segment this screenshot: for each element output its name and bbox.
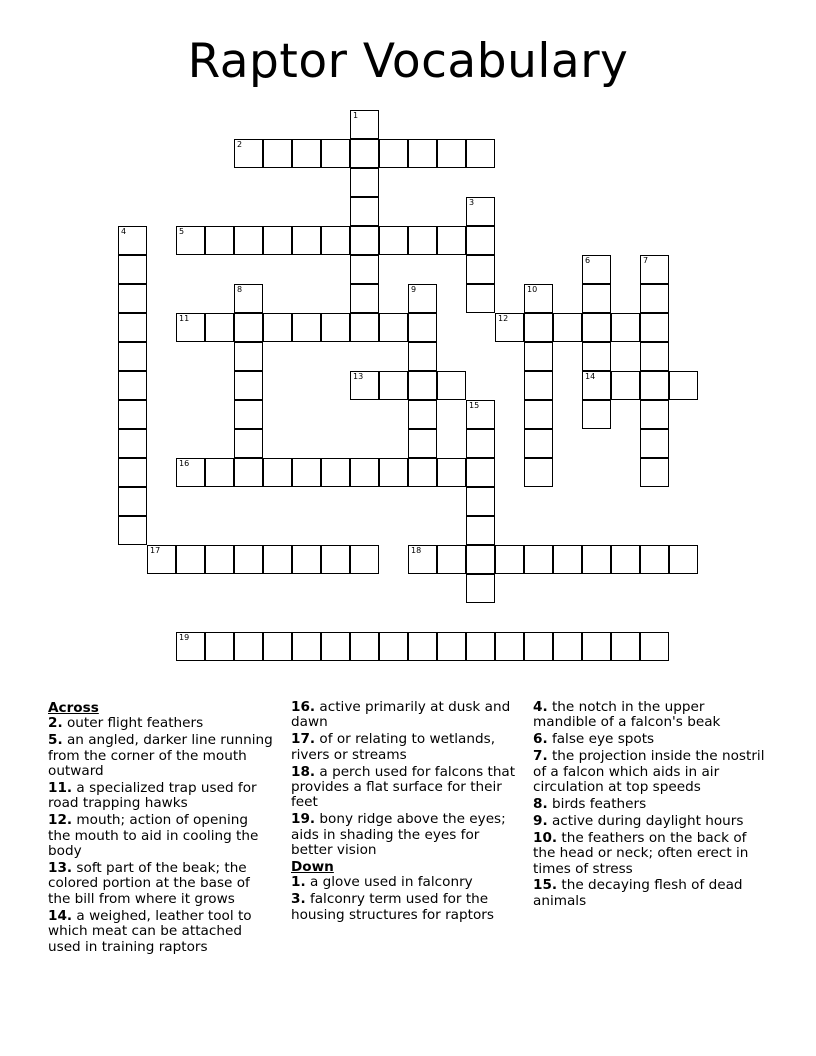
clue-number: 16 [179,459,190,468]
grid-cell[interactable] [350,284,379,313]
clue-number-label: 16. [291,699,316,715]
grid-cell[interactable] [582,400,611,429]
grid-cell[interactable] [234,371,263,400]
grid-cell[interactable] [553,313,582,342]
grid-cell[interactable] [495,545,524,574]
clue-text: falconry term used for the housing structures for raptors [291,891,494,923]
clue-item [533,814,768,829]
clue-number: 5 [179,227,185,236]
clue-number: 17 [150,546,161,555]
clue-text: false eye spots [547,731,655,748]
grid-cell[interactable] [118,284,147,313]
grid-cell[interactable] [640,632,669,661]
clue-number: 15 [469,401,480,410]
clue-number: 12 [498,314,509,323]
grid-cell[interactable] [176,313,205,342]
clue-number-label: 14. [48,907,73,924]
grid-cell[interactable] [408,632,437,661]
grid-cell[interactable] [263,458,292,487]
clue-number-label: 3. [291,891,306,908]
grid-cell[interactable] [234,342,263,371]
grid-cell[interactable] [495,313,524,342]
grid-cell[interactable] [553,545,582,574]
clue-number-label: 1. [291,874,306,891]
clue-text: the feathers on the back of the head or neck; often erect in times of stress [533,829,749,877]
clue-number: 1 [353,111,359,120]
clue-number: 14 [585,372,596,381]
grid-cell[interactable] [640,371,669,400]
clue-number-label: 17. [291,731,316,748]
grid-cell[interactable] [582,371,611,400]
grid-cell[interactable] [466,139,495,168]
grid-cell[interactable] [292,139,321,168]
clue-number: 9 [411,285,417,294]
grid-cell[interactable] [263,545,292,574]
grid-cell[interactable] [640,458,669,487]
grid-cell[interactable] [466,516,495,545]
grid-cell[interactable] [437,226,466,255]
grid-cell[interactable] [408,284,437,313]
grid-cell[interactable] [524,429,553,458]
clues-column-3 [533,700,768,911]
clue-text: a glove used in falconry [305,874,473,891]
grid-cell[interactable] [408,545,437,574]
grid-cell[interactable] [524,371,553,400]
grid-cell[interactable] [379,139,408,168]
clue-text: mouth; action of opening the mouth to aid in cooling the body [48,812,259,860]
grid-cell[interactable] [437,371,466,400]
clue-item [48,813,273,859]
grid-cell[interactable] [350,168,379,197]
grid-cell[interactable] [350,632,379,661]
clue-text: outer flight feathers [62,715,204,732]
clue-item [533,797,768,812]
clue-number: 6 [585,256,591,265]
clue-number-label: 18. [291,763,316,780]
grid-cell[interactable] [321,226,350,255]
clue-number: 2 [237,140,243,149]
clue-item [48,716,273,731]
clue-text: the notch in the upper mandible of a falcon's beak [533,699,721,731]
grid-cell[interactable] [234,139,263,168]
grid-cell[interactable] [582,255,611,284]
clue-number: 13 [353,372,364,381]
grid-cell[interactable] [640,313,669,342]
grid-cell[interactable] [640,429,669,458]
grid-cell[interactable] [205,313,234,342]
clue-text: active during daylight hours [547,812,744,829]
clue-item [533,878,768,909]
grid-cell[interactable] [350,545,379,574]
grid-cell[interactable] [118,400,147,429]
clue-text: a weighed, leather tool to which meat can be attached used in training raptors [48,907,252,955]
grid-cell[interactable] [524,400,553,429]
grid-cell[interactable] [466,458,495,487]
grid-cell[interactable] [640,284,669,313]
grid-cell[interactable] [437,139,466,168]
clue-number: 19 [179,633,190,642]
grid-cell[interactable] [118,429,147,458]
grid-cell[interactable] [321,139,350,168]
grid-cell[interactable] [350,313,379,342]
grid-cell[interactable] [408,429,437,458]
grid-cell[interactable] [611,313,640,342]
grid-cell[interactable] [263,226,292,255]
grid-cell[interactable] [640,342,669,371]
clue-item [48,909,273,955]
clue-item [291,732,521,763]
grid-cell[interactable] [234,429,263,458]
grid-cell[interactable] [466,574,495,603]
grid-cell[interactable] [582,632,611,661]
grid-cell[interactable] [118,313,147,342]
clue-text: soft part of the beak; the colored portion at the base of the bill from where it grows [48,860,250,907]
clue-text: of or relating to wetlands, rivers or streams [291,731,496,763]
across-heading: Across [48,700,99,716]
grid-cell[interactable] [669,545,698,574]
clue-number-label: 12. [48,812,73,829]
grid-cell[interactable] [205,632,234,661]
grid-cell[interactable] [524,342,553,371]
grid-cell[interactable] [118,371,147,400]
grid-cell[interactable] [611,545,640,574]
grid-cell[interactable] [147,545,176,574]
grid-cell[interactable] [582,313,611,342]
clue-item [48,861,273,907]
grid-cell[interactable] [176,226,205,255]
grid-cell[interactable] [640,545,669,574]
grid-cell[interactable] [350,110,379,139]
grid-cell[interactable] [379,458,408,487]
grid-cell[interactable] [118,487,147,516]
grid-cell[interactable] [176,458,205,487]
clue-number: 11 [179,314,190,323]
clue-number: 4 [121,227,127,236]
grid-cell[interactable] [205,226,234,255]
grid-cell[interactable] [292,313,321,342]
grid-cell[interactable] [350,197,379,226]
grid-cell[interactable] [350,255,379,284]
grid-cell[interactable] [466,197,495,226]
grid-cell[interactable] [118,226,147,255]
grid-cell[interactable] [408,139,437,168]
grid-cell[interactable] [292,458,321,487]
grid-cell[interactable] [321,313,350,342]
grid-cell[interactable] [524,632,553,661]
clue-item [533,732,768,747]
grid-cell[interactable] [118,255,147,284]
clue-number: 3 [469,198,475,207]
clue-number-label: 11. [48,780,73,797]
grid-cell[interactable] [640,400,669,429]
grid-cell[interactable] [466,632,495,661]
clue-number-label: 7. [533,748,548,765]
clue-item [291,700,521,731]
clues-column-1 [48,700,273,957]
clue-item [533,749,768,795]
grid-cell[interactable] [205,545,234,574]
clue-text: an angled, darker line running from the corner of the mouth outward [48,732,273,780]
clue-item [291,765,521,811]
grid-cell[interactable] [118,516,147,545]
clue-number: 10 [527,285,538,294]
grid-cell[interactable] [408,313,437,342]
clue-number-label: 13. [48,860,73,877]
grid-cell[interactable] [408,226,437,255]
clue-item [533,831,768,877]
clue-text: birds feathers [547,795,647,812]
grid-cell[interactable] [524,313,553,342]
grid-cell[interactable] [466,284,495,313]
grid-cell[interactable] [437,458,466,487]
clue-text: the decaying flesh of dead animals [533,877,743,909]
grid-cell[interactable] [582,342,611,371]
grid-cell[interactable] [350,371,379,400]
grid-cell[interactable] [321,545,350,574]
grid-cell[interactable] [582,284,611,313]
clue-item [291,892,521,923]
grid-cell[interactable] [524,458,553,487]
grid-cell[interactable] [292,545,321,574]
grid-cell[interactable] [350,139,379,168]
grid-cell[interactable] [234,313,263,342]
clue-number-label: 15. [533,877,558,894]
grid-cell[interactable] [292,632,321,661]
grid-cell[interactable] [437,632,466,661]
grid-cell[interactable] [408,371,437,400]
grid-cell[interactable] [524,545,553,574]
clue-number-label: 8. [533,795,548,812]
down-heading: Down [291,859,334,876]
grid-cell[interactable] [495,632,524,661]
clue-number-label: 5. [48,732,63,749]
clue-item [291,812,521,858]
grid-cell[interactable] [176,632,205,661]
grid-cell[interactable] [350,226,379,255]
grid-cell[interactable] [466,429,495,458]
clue-number: 18 [411,546,422,555]
grid-cell[interactable] [408,400,437,429]
grid-cell[interactable] [466,400,495,429]
grid-cell[interactable] [379,632,408,661]
grid-cell[interactable] [234,458,263,487]
grid-cell[interactable] [408,342,437,371]
clue-number-label: 19. [291,811,316,828]
grid-cell[interactable] [582,545,611,574]
grid-cell[interactable] [205,458,234,487]
clue-number-label: 6. [533,731,548,748]
grid-cell[interactable] [611,632,640,661]
grid-cell[interactable] [437,545,466,574]
clue-number-label: 9. [533,812,548,829]
grid-cell[interactable] [524,284,553,313]
grid-cell[interactable] [640,255,669,284]
grid-cell[interactable] [466,255,495,284]
grid-cell[interactable] [234,632,263,661]
clue-item [48,733,273,779]
grid-cell[interactable] [408,458,437,487]
grid-cell[interactable] [379,226,408,255]
grid-cell[interactable] [263,139,292,168]
clue-number: 7 [643,256,649,265]
clue-item [533,700,768,731]
grid-cell[interactable] [292,226,321,255]
grid-cell[interactable] [118,342,147,371]
clue-text: active primarily at dusk and dawn [291,699,511,731]
clue-number-label: 4. [533,699,548,715]
clue-text: bony ridge above the eyes; aids in shading the eyes for better vision [291,811,506,859]
clue-number-label: 2. [48,715,63,732]
grid-cell[interactable] [466,226,495,255]
grid-cell[interactable] [379,371,408,400]
grid-cell[interactable] [234,400,263,429]
grid-cell[interactable] [118,458,147,487]
grid-cell[interactable] [263,632,292,661]
grid-cell[interactable] [321,458,350,487]
clue-number: 8 [237,285,243,294]
grid-cell[interactable] [466,545,495,574]
grid-cell[interactable] [321,632,350,661]
clue-number-label: 10. [533,829,558,846]
grid-cell[interactable] [234,226,263,255]
grid-cell[interactable] [176,545,205,574]
grid-cell[interactable] [379,313,408,342]
clue-text: a perch used for falcons that provides a flat surface for their feet [291,763,516,811]
clue-text: the projection inside the nostril of a falcon which aids in air circulation at top speeds [533,748,765,796]
clues-column-2 [291,700,521,925]
grid-cell[interactable] [553,632,582,661]
grid-cell[interactable] [350,458,379,487]
clue-item [48,781,273,812]
page-title: Raptor Vocabulary [187,34,629,89]
grid-cell[interactable] [611,371,640,400]
grid-cell[interactable] [466,487,495,516]
grid-cell[interactable] [234,284,263,313]
clue-item [291,875,521,890]
grid-cell[interactable] [234,545,263,574]
grid-cell[interactable] [263,313,292,342]
grid-cell[interactable] [669,371,698,400]
clue-text: a specialized trap used for road trapping hawks [48,780,257,812]
